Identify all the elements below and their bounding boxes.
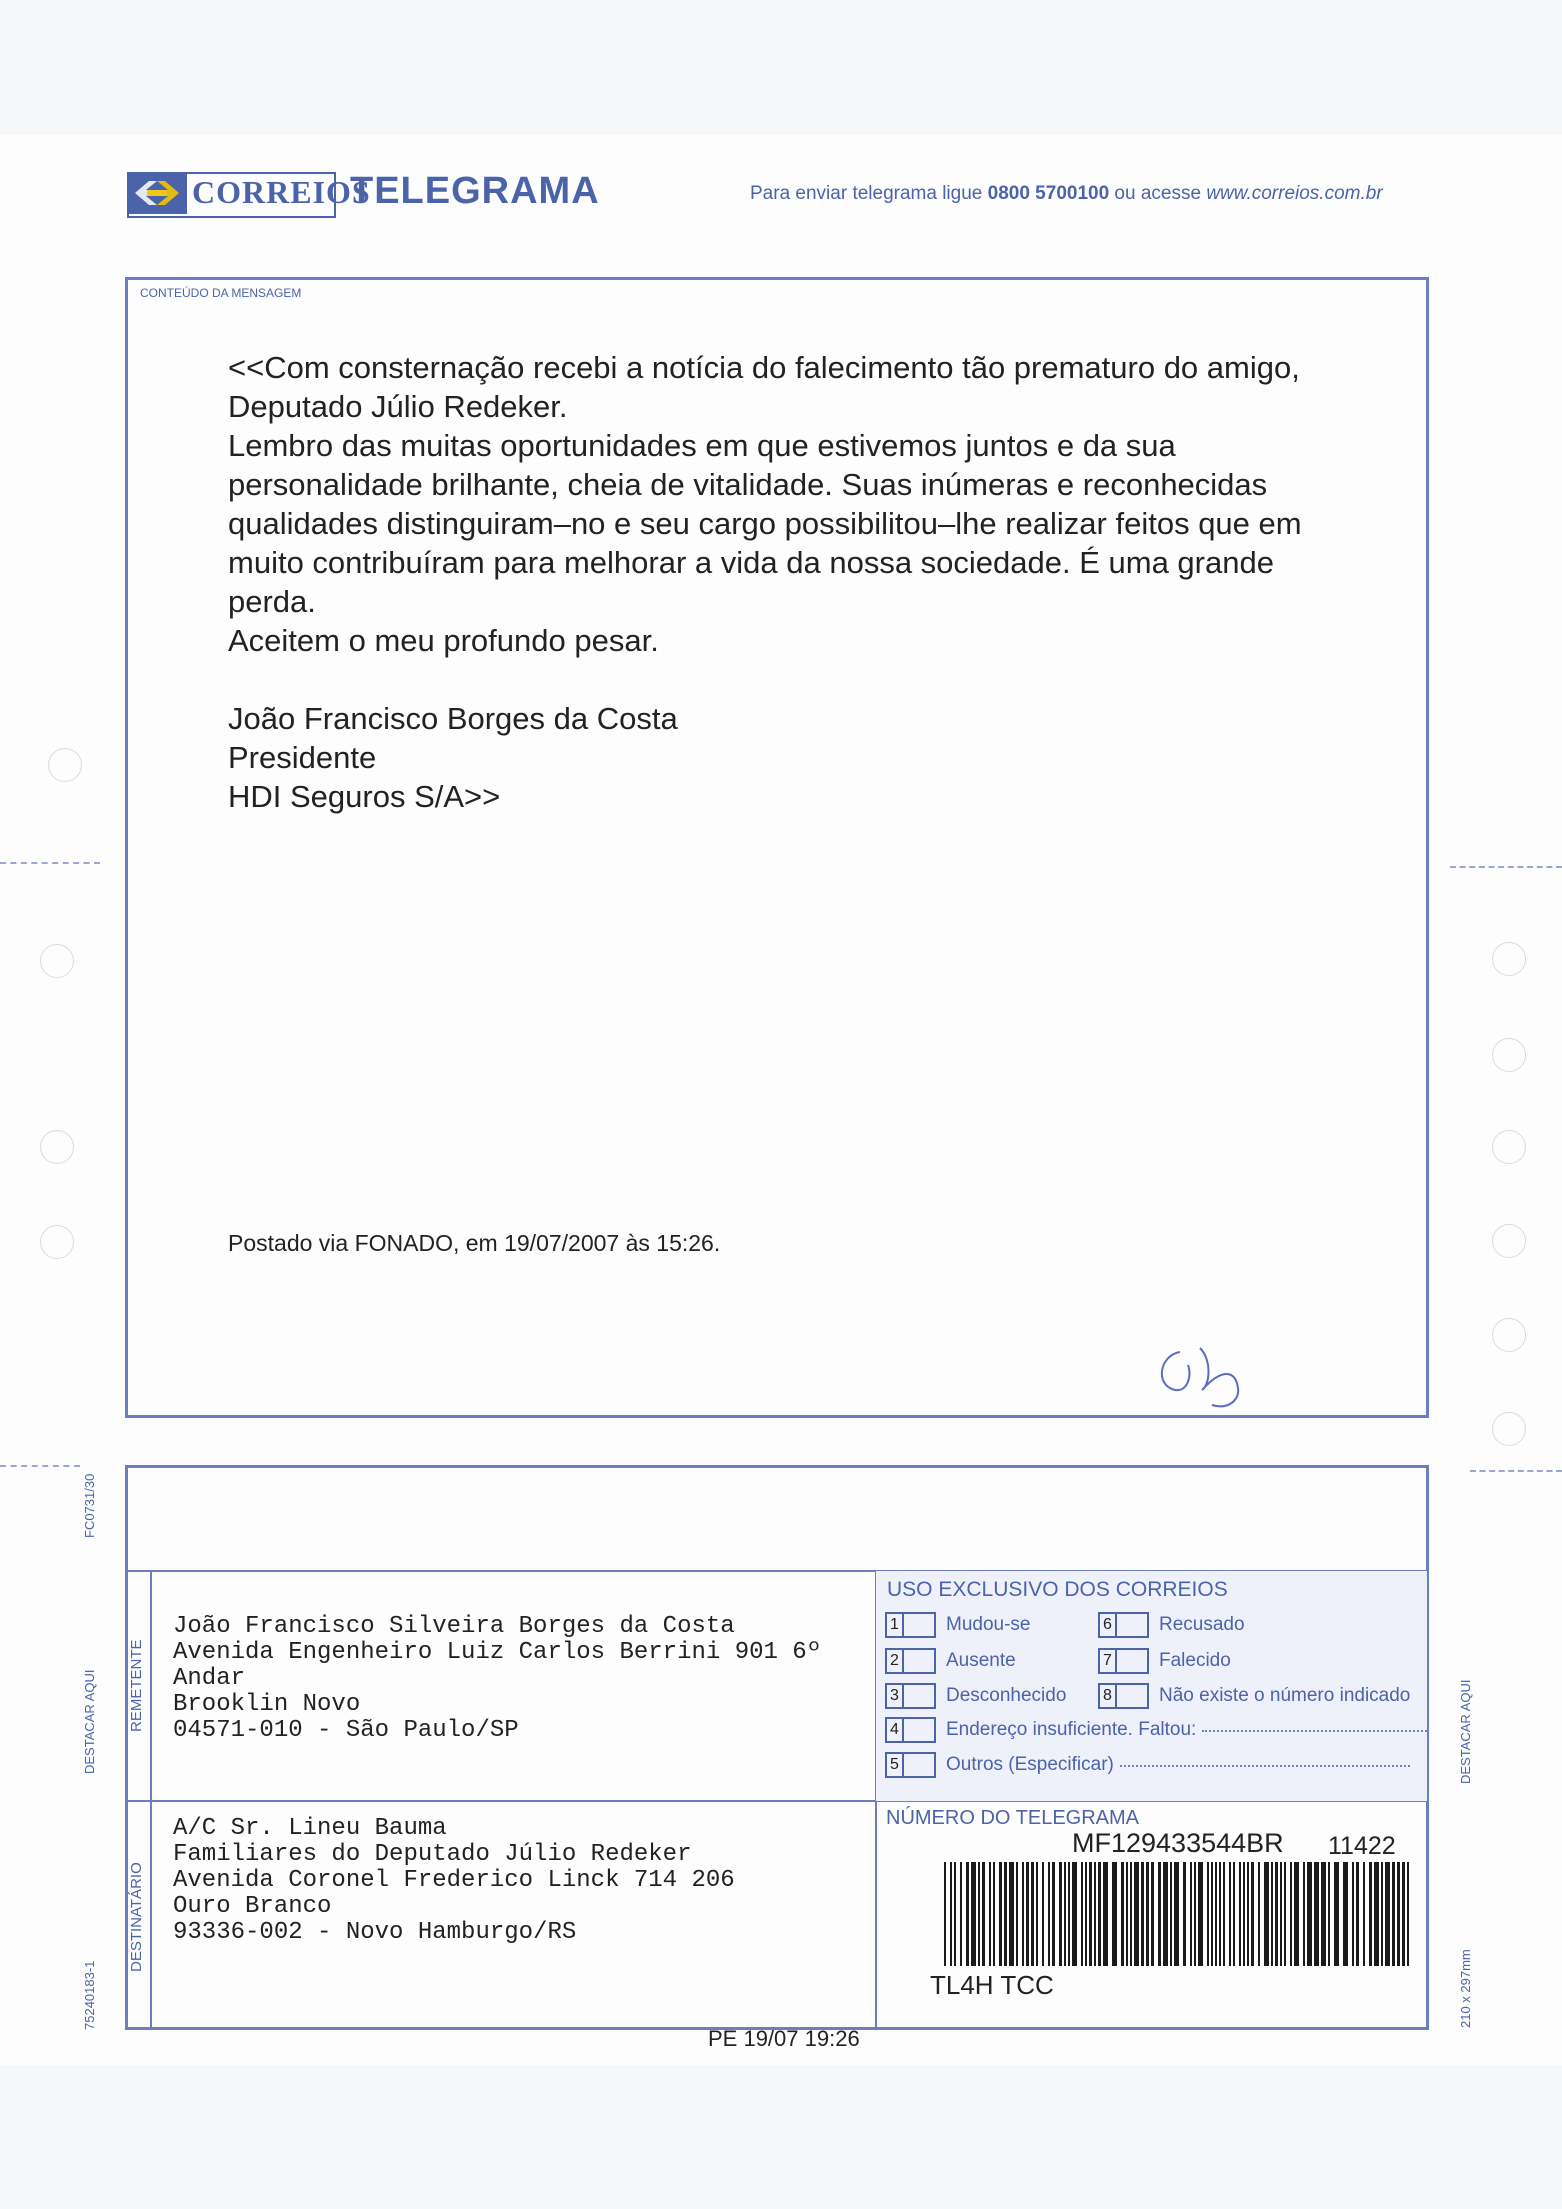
perforation-hole: [1492, 1412, 1526, 1446]
barcode-bar: [1402, 1862, 1405, 1966]
correios-logo-icon: [127, 172, 187, 214]
barcode-bar: [1098, 1862, 1101, 1966]
barcode-bar: [1243, 1862, 1245, 1966]
perforation-hole: [40, 944, 74, 978]
barcode-bar: [1229, 1862, 1231, 1966]
message-line: muito contribuíram para melhorar a vida da nossa sociedade. É uma grande: [228, 545, 1274, 580]
recipient-address: A/C Sr. Lineu Bauma Familiares do Deputado Júlio Redeker Avenida Coronel Frederico Linck 714 206 Ouro Branco 93336-002 - Novo Hamburgo/RS: [173, 1815, 735, 1946]
barcode-bar: [1343, 1862, 1348, 1966]
perforation-hole: [40, 1130, 74, 1164]
barcode-bar: [1130, 1862, 1132, 1966]
perforation-hole: [1492, 1038, 1526, 1072]
barcode-bar: [960, 1862, 962, 1966]
barcode-bar: [1048, 1862, 1050, 1966]
message-blank-line: [228, 660, 1378, 699]
message-line: <<Com consternação recebi a notícia do falecimento tão prematuro do amigo,: [228, 350, 1300, 385]
telegram-number-title: NÚMERO DO TELEGRAMA: [886, 1807, 1139, 1829]
barcode-bar: [993, 1862, 995, 1966]
message-line: perda.: [228, 584, 316, 619]
barcode-bar: [1314, 1862, 1319, 1966]
checkbox[interactable]: [904, 1648, 936, 1674]
barcode-bar: [944, 1862, 946, 1966]
perforation-hole: [1492, 942, 1526, 976]
barcode-bar: [1271, 1862, 1273, 1966]
tear-line: [1470, 1470, 1562, 1472]
message-line: Presidente: [228, 740, 377, 775]
sender-address: João Francisco Silveira Borges da Costa Avenida Engenheiro Luiz Carlos Berrini 901 6º Andar Brooklin Novo 04571-010 - São Paulo/SP: [173, 1613, 822, 1744]
barcode-bar: [1042, 1862, 1044, 1966]
barcode-bar: [1328, 1862, 1330, 1966]
barcode-bar: [1112, 1862, 1117, 1966]
barcode-bar: [1334, 1862, 1339, 1966]
perforation-hole: [40, 1225, 74, 1259]
barcode-caption: TL4H TCC: [930, 1970, 1054, 2000]
perforation-hole: [1492, 1318, 1526, 1352]
checkbox[interactable]: [904, 1612, 936, 1638]
handwritten-initials: [1140, 1330, 1290, 1420]
barcode-bar: [1211, 1862, 1213, 1966]
barcode-bar: [1103, 1862, 1108, 1966]
message-body: [228, 348, 1378, 816]
barcode-bar: [1198, 1862, 1203, 1966]
barcode-bar: [1363, 1862, 1365, 1966]
barcode-bar: [1251, 1862, 1254, 1966]
barcode-bar: [1126, 1862, 1128, 1966]
contact-phone: 0800 5700100: [987, 183, 1110, 204]
barcode-bar: [1290, 1862, 1292, 1966]
barcode-bar: [1392, 1862, 1395, 1966]
tear-line: [0, 862, 100, 864]
barcode-bar: [1068, 1862, 1070, 1966]
option-no-number[interactable]: 8 Não existe o número indicado: [1098, 1683, 1410, 1709]
barcode-bar: [1026, 1862, 1029, 1966]
barcode-bar: [954, 1862, 956, 1966]
barcode-bar: [1004, 1862, 1007, 1966]
telegram-code: 11422: [1328, 1832, 1396, 1860]
barcode-bar: [1163, 1862, 1168, 1966]
checkbox[interactable]: [1117, 1648, 1149, 1674]
tear-here-right: DESTACAR AQUI: [1458, 1679, 1473, 1784]
barcode-bar: [1321, 1862, 1326, 1966]
barcode-bar: [1219, 1862, 1221, 1966]
perforation-hole: [1492, 1224, 1526, 1258]
barcode-bar: [1031, 1862, 1034, 1966]
barcode-bar: [1141, 1862, 1144, 1966]
barcode-bar: [1146, 1862, 1149, 1966]
barcode-bar: [1081, 1862, 1083, 1966]
correios-logo-text: CORREIOS: [192, 174, 371, 210]
tear-line: [1450, 866, 1562, 868]
telegram-number: MF129433544BR: [1072, 1828, 1284, 1858]
barcode-bar: [1183, 1862, 1186, 1966]
barcode-bar: [1258, 1862, 1260, 1966]
document-title: TELEGRAMA: [350, 170, 600, 212]
checkbox[interactable]: [904, 1752, 936, 1778]
message-line: HDI Seguros S/A>>: [228, 779, 501, 814]
tear-line: [0, 1465, 80, 1467]
barcode-bar: [1307, 1862, 1312, 1966]
barcode-bar: [1059, 1862, 1062, 1966]
checkbox[interactable]: [904, 1683, 936, 1709]
tear-here-left: DESTACAR AQUI: [82, 1669, 97, 1774]
barcode-bar: [1275, 1862, 1278, 1966]
barcode-bar: [1194, 1862, 1196, 1966]
option-refused[interactable]: 6 Recusado: [1098, 1612, 1245, 1638]
checkbox[interactable]: [904, 1717, 936, 1743]
barcode-bar: [1170, 1862, 1172, 1966]
barcode-bar: [966, 1862, 969, 1966]
barcode-bar: [1174, 1862, 1179, 1966]
option-moved[interactable]: 1 Mudou-se: [885, 1612, 1031, 1638]
recipient-label: DESTINATÁRIO: [128, 1862, 145, 1972]
barcode-bar: [1223, 1862, 1225, 1966]
barcode-bar: [1190, 1862, 1192, 1966]
barcode-bar: [1094, 1862, 1096, 1966]
checkbox[interactable]: [1117, 1612, 1149, 1638]
perforation-hole: [48, 748, 82, 782]
correios-use-title: USO EXCLUSIVO DOS CORREIOS: [887, 1578, 1228, 1601]
fill-line: [1202, 1729, 1427, 1732]
barcode-bar: [1052, 1862, 1055, 1966]
barcode-bar: [989, 1862, 991, 1966]
message-line: qualidades distinguiram–no e seu cargo possibilitou–lhe realizar feitos que em: [228, 506, 1302, 541]
barcode-bar: [1374, 1862, 1379, 1966]
barcode-bar: [1072, 1862, 1077, 1966]
posted-info: Postado via FONADO, em 19/07/2007 às 15:26.: [228, 1230, 721, 1256]
barcode-bar: [1215, 1862, 1217, 1966]
option-unknown[interactable]: 3 Desconhecido: [885, 1683, 1066, 1709]
barcode-bar: [1303, 1862, 1305, 1966]
message-line: Deputado Júlio Redeker.: [228, 389, 568, 424]
barcode-bar: [1134, 1862, 1139, 1966]
barcode-bar: [1207, 1862, 1209, 1966]
option-absent[interactable]: 2 Ausente: [885, 1648, 1016, 1674]
option-other[interactable]: 5 Outros (Especificar): [885, 1752, 1410, 1778]
message-line: Lembro das muitas oportunidades em que estivemos juntos e da sua: [228, 428, 1176, 463]
barcode-bar: [982, 1862, 985, 1966]
option-insufficient-address[interactable]: 4 Endereço insuficiente. Faltou:: [885, 1717, 1427, 1743]
barcode-bar: [1036, 1862, 1038, 1966]
serial-number: 75240183-1: [82, 1960, 97, 2030]
barcode-bar: [1151, 1862, 1154, 1966]
message-line: Aceitem o meu profundo pesar.: [228, 623, 659, 658]
barcode-bar: [950, 1862, 952, 1966]
barcode-bar: [1121, 1862, 1124, 1966]
barcode-bar: [1284, 1862, 1286, 1966]
barcode-bar: [1247, 1862, 1249, 1966]
barcode-bar: [1009, 1862, 1014, 1966]
message-label: CONTEÚDO DA MENSAGEM: [140, 286, 302, 300]
message-line: João Francisco Borges da Costa: [228, 701, 678, 736]
contact-website: www.correios.com.br: [1206, 183, 1383, 204]
barcode-bar: [1089, 1862, 1092, 1966]
perforation-hole: [1492, 1130, 1526, 1164]
checkbox[interactable]: [1117, 1683, 1149, 1709]
barcode-bar: [999, 1862, 1002, 1966]
barcode-bar: [978, 1862, 980, 1966]
barcode-bar: [1356, 1862, 1359, 1966]
barcode-bar: [1064, 1862, 1066, 1966]
barcode-bar: [1385, 1862, 1390, 1966]
barcode-bar: [1233, 1862, 1235, 1966]
barcode-bar: [1369, 1862, 1372, 1966]
barcode-bar: [971, 1862, 976, 1966]
option-deceased[interactable]: 7 Falecido: [1098, 1648, 1231, 1674]
barcode: [944, 1862, 1412, 1966]
barcode-bar: [1381, 1862, 1383, 1966]
barcode-bar: [1158, 1862, 1161, 1966]
barcode-bar: [1280, 1862, 1282, 1966]
form-code: FC0731/30: [82, 1473, 97, 1538]
barcode-bar: [1022, 1862, 1024, 1966]
contact-info: Para enviar telegrama ligue 0800 5700100 ou acesse www.correios.com.br: [750, 183, 1383, 204]
barcode-bar: [1085, 1862, 1087, 1966]
fill-line: [1120, 1764, 1410, 1767]
paper-size: 210 x 297mm: [1458, 1949, 1473, 2028]
form-divider: [150, 1570, 152, 2030]
sender-label: REMETENTE: [128, 1639, 145, 1732]
barcode-bar: [1016, 1862, 1018, 1966]
barcode-bar: [1294, 1862, 1299, 1966]
barcode-bar: [1407, 1862, 1409, 1966]
message-line: personalidade brilhante, cheia de vitalidade. Suas inúmeras e reconhecidas: [228, 467, 1268, 502]
barcode-bar: [1264, 1862, 1269, 1966]
barcode-bar: [1397, 1862, 1400, 1966]
barcode-bar: [1239, 1862, 1241, 1966]
barcode-bar: [1352, 1862, 1354, 1966]
postmark-stamp: PE 19/07 19:26: [708, 2026, 860, 2051]
